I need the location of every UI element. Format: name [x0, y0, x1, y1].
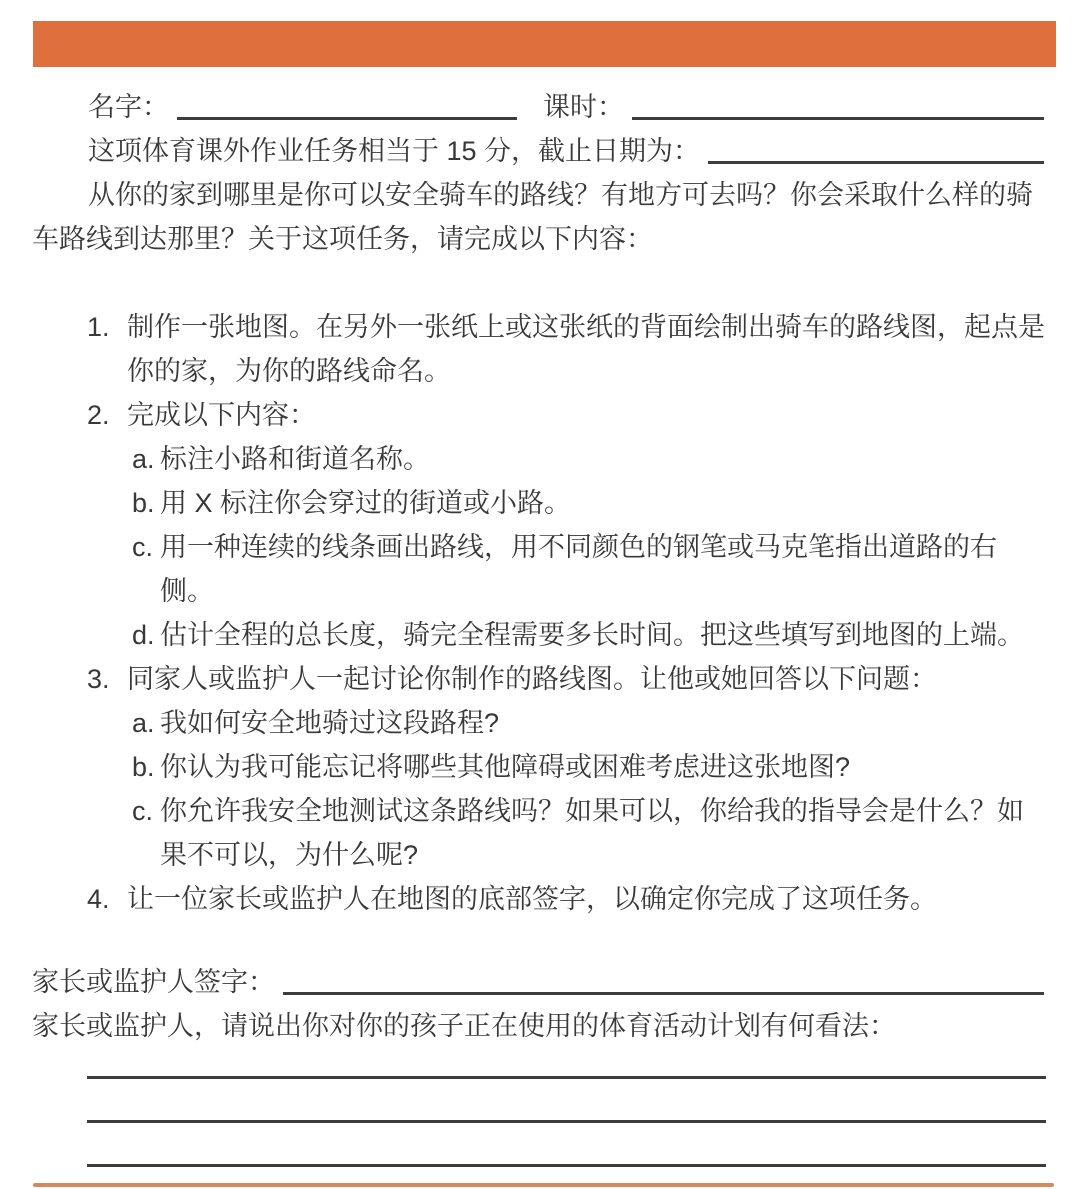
task-subitem: [32, 525, 1048, 613]
feedback-writing-area: [32, 1048, 1048, 1167]
spacer: [32, 261, 1048, 305]
feedback-prompt: 家长或监护人，请说出你对你的孩子正在使用的体育活动计划有何看法：: [32, 1011, 896, 1041]
writing-line[interactable]: [87, 1123, 1046, 1167]
task-subitem: [32, 701, 1048, 745]
spacer: [32, 67, 1048, 85]
task-text: 完成以下内容：: [127, 400, 316, 430]
task-number: 2.: [87, 400, 110, 430]
name-label: 名字：: [88, 92, 169, 122]
task-number: 1.: [87, 312, 110, 342]
task-item: [32, 305, 1048, 393]
subitem-text: 估计全程的总长度，骑完全程需要多长时间。把这些填写到地图的上端。: [160, 620, 1024, 650]
subitem-text: 用 X 标注你会穿过的街道或小路。: [160, 488, 572, 518]
subitem-letter: a.: [132, 444, 155, 474]
task-number: 4.: [87, 884, 110, 914]
task-subitem: [32, 789, 1048, 877]
task-item: [32, 393, 1048, 437]
session-field[interactable]: [632, 87, 1044, 120]
subitem-text: 用一种连续的线条画出路线，用不同颜色的钢笔或马克笔指出道路的右侧。: [160, 532, 997, 606]
writing-line[interactable]: [87, 1048, 1046, 1079]
subitem-letter: b.: [132, 488, 155, 518]
subitem-text: 你认为我可能忘记将哪些其他障碍或困难考虑进这张地图?: [160, 752, 851, 782]
subitem-letter: c.: [132, 796, 154, 826]
task-text: 同家人或监护人一起讨论你制作的路线图。让他或她回答以下问题：: [127, 664, 937, 694]
bottom-rule: [33, 1183, 1054, 1187]
task-subitem: [32, 481, 1048, 525]
subitem-text: 你允许我安全地测试这条路线吗？如果可以，你给我的指导会是什么？如果不可以，为什么呢?: [160, 796, 1024, 870]
task-subitem: [32, 437, 1048, 481]
subitem-letter: c.: [132, 532, 154, 562]
name-field[interactable]: [177, 87, 517, 120]
signature-label: 家长或监护人签字：: [32, 967, 275, 997]
task-subitem: [32, 745, 1048, 789]
writing-line[interactable]: [87, 1079, 1046, 1123]
task-item: [32, 657, 1048, 701]
due-date-field[interactable]: [708, 131, 1044, 164]
spacer: [32, 921, 1048, 960]
task-list: [32, 305, 1048, 921]
intro-paragraph: 从你的家到哪里是你可以安全骑车的路线？有地方可去吗？你会采取什么样的骑车路线到达那里？关于这项任务，请完成以下内容：: [32, 180, 1033, 254]
subitem-letter: a.: [132, 708, 155, 738]
signature-row: [32, 960, 1048, 1004]
name-session-row: [32, 85, 1048, 129]
signature-field[interactable]: [283, 962, 1044, 995]
task-subitem: [32, 613, 1048, 657]
task-number: 3.: [87, 664, 110, 694]
subitem-letter: b.: [132, 752, 155, 782]
points-due-label: 这项体育课外作业任务相当于 15 分，截止日期为：: [88, 136, 701, 166]
task-text: 让一位家长或监护人在地图的底部签字，以确定你完成了这项任务。: [127, 884, 937, 914]
subitem-letter: d.: [132, 620, 155, 650]
points-due-row: [32, 129, 1048, 173]
worksheet-page: [0, 67, 1080, 1167]
task-text: 制作一张地图。在另外一张纸上或这张纸的背面绘制出骑车的路线图，起点是你的家，为你的路线命名。: [127, 312, 1045, 386]
subitem-text: 我如何安全地骑过这段路程?: [160, 708, 500, 738]
subitem-text: 标注小路和街道名称。: [160, 444, 430, 474]
task-item: [32, 877, 1048, 921]
session-label: 课时：: [543, 92, 624, 122]
header-banner: [33, 21, 1056, 67]
